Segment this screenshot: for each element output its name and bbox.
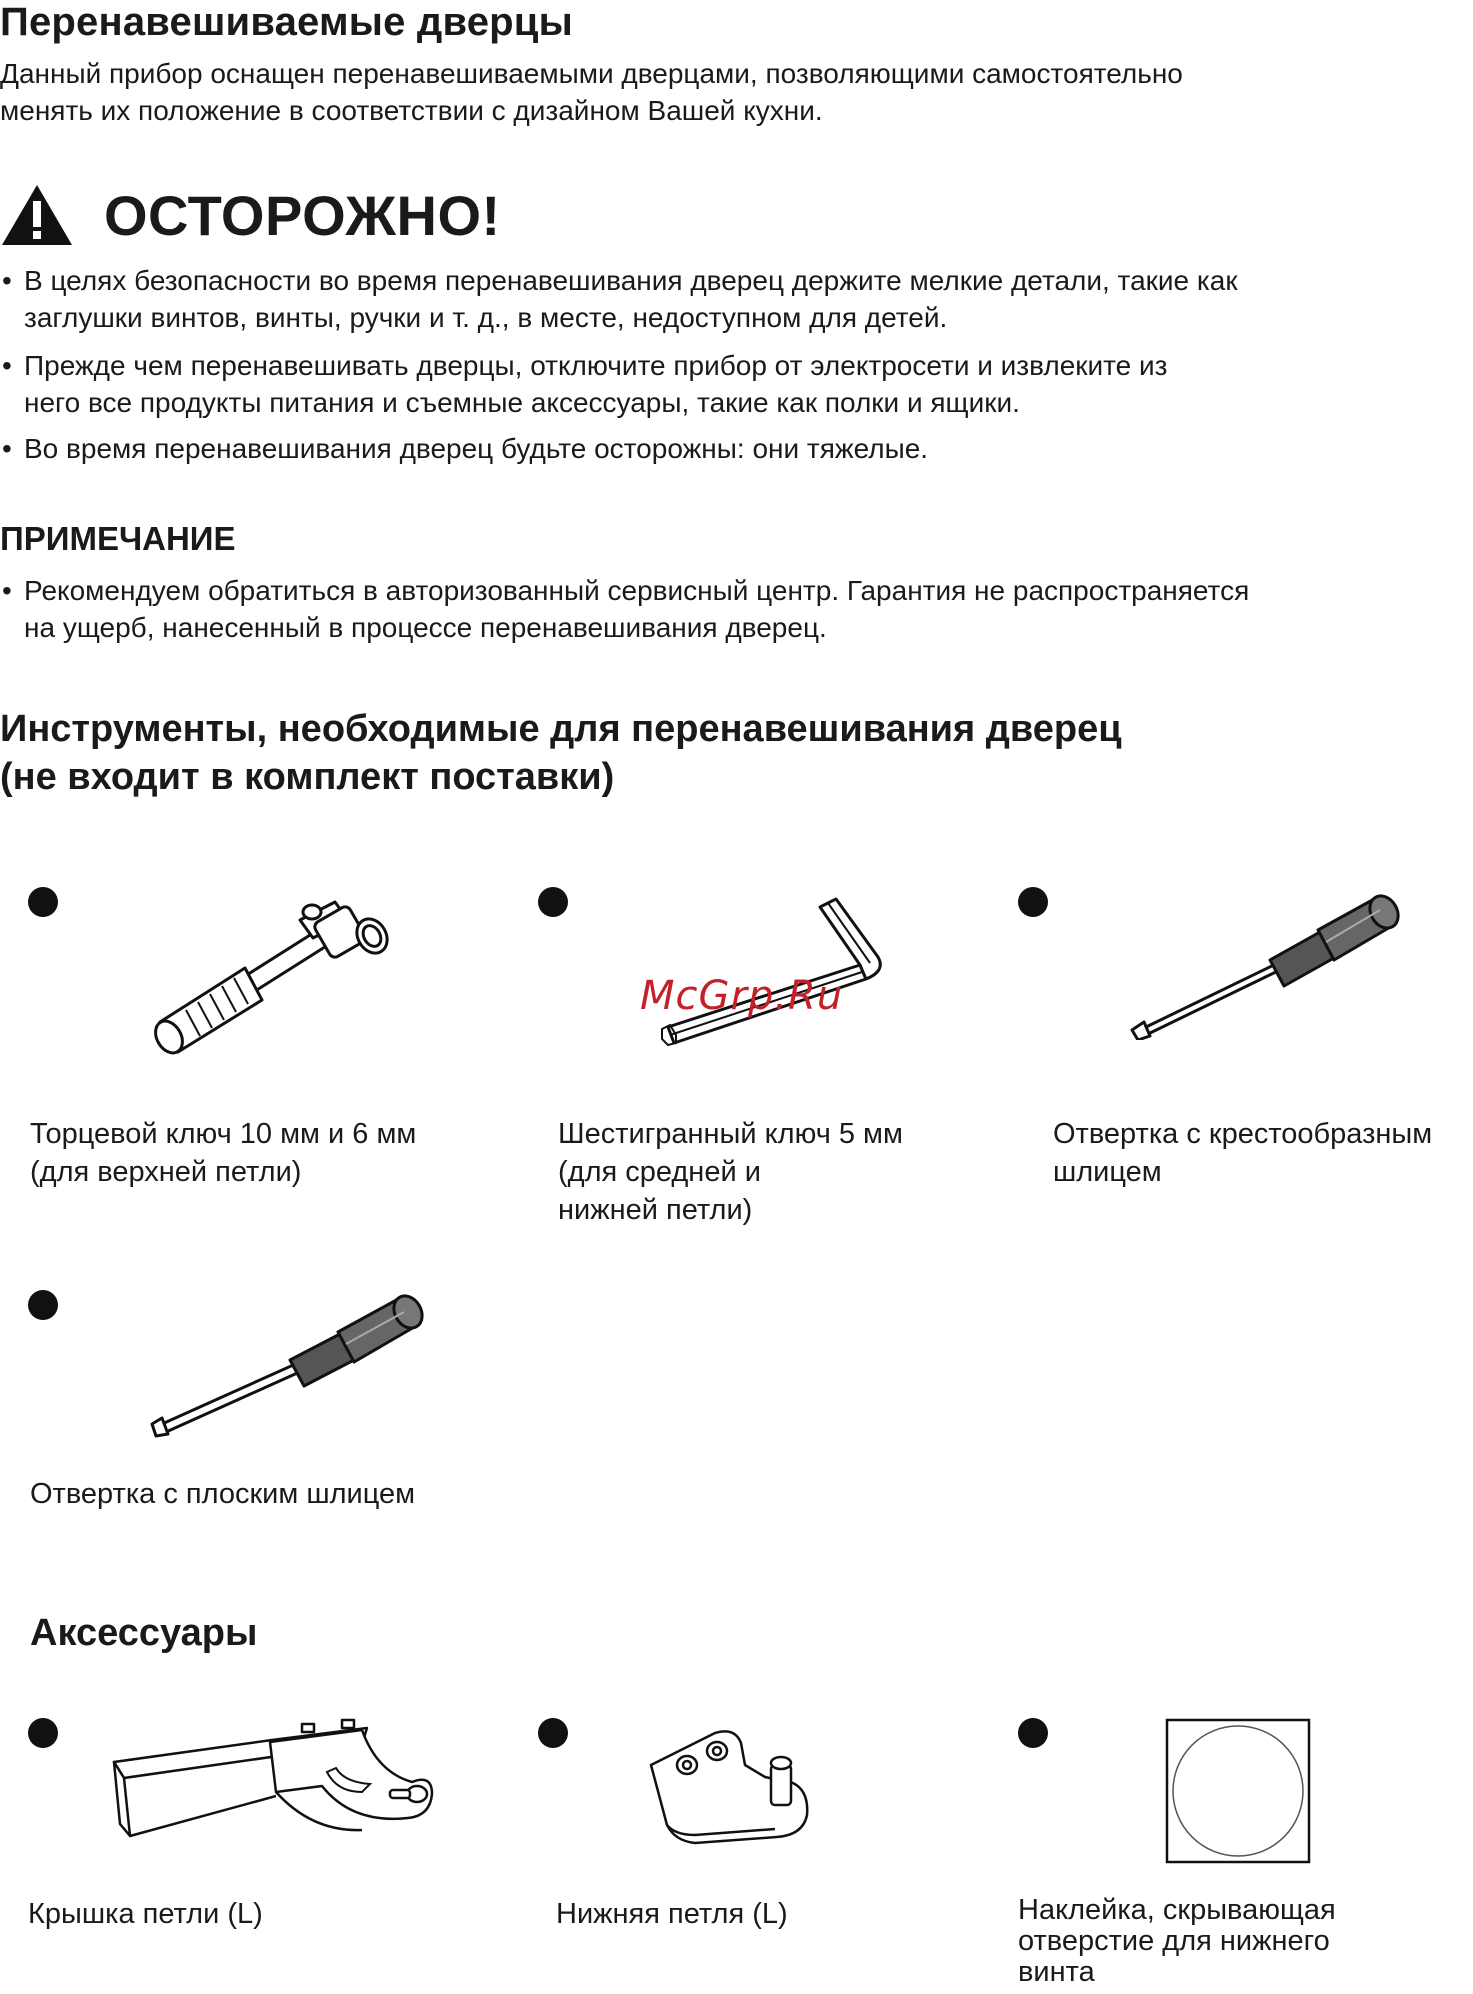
flat-screwdriver-icon <box>150 1290 435 1440</box>
intro-line-2: менять их положение в соответствии с дизайном Вашей кухни. <box>0 95 823 126</box>
caution-item-3 <box>0 430 928 467</box>
bullet: • <box>2 575 12 606</box>
caution-item-1 <box>0 262 1238 336</box>
tools-heading-line-2: (не входит в комплект поставки) <box>0 756 615 798</box>
tool-caption-1 <box>30 1115 416 1191</box>
bullet: • <box>2 265 12 296</box>
sticker-icon <box>1165 1718 1311 1864</box>
socket-wrench-icon <box>150 890 400 1060</box>
tools-heading-line-1: Инструменты, необходимые для перенавешивания дверец <box>0 708 1122 750</box>
caution-item-1-line-1: В целях безопасности во время перенавешивания дверец держите мелкие детали, такие как <box>24 265 1238 296</box>
caution-item-2 <box>0 347 1168 421</box>
intro-paragraph <box>0 55 1183 129</box>
page-title: Перенавешиваемые дверцы <box>0 0 573 44</box>
caution-item-1-line-2: заглушки винтов, винты, ручки и т. д., в месте, недоступном для детей. <box>24 302 948 333</box>
watermark: McGrp.Ru <box>640 973 844 1019</box>
intro-line-1: Данный прибор оснащен перенавешиваемыми дверцами, позволяющими самостоятельно <box>0 58 1183 89</box>
accessory-caption-3 <box>1018 1895 1336 1988</box>
tool-caption-1-line-1: Торцевой ключ 10 мм и 6 мм <box>30 1118 417 1150</box>
item-marker <box>28 1718 58 1748</box>
accessory-caption-3-line-1: Наклейка, скрывающая <box>1018 1894 1336 1926</box>
caution-heading: ОСТОРОЖНО! <box>104 183 501 247</box>
tool-caption-3 <box>1053 1115 1432 1191</box>
tool-caption-1-line-2: (для верхней петли) <box>30 1156 302 1188</box>
item-marker <box>1018 887 1048 917</box>
hinge-cover-icon <box>112 1712 437 1852</box>
accessories-heading: Аксессуары <box>30 1612 258 1654</box>
note-item <box>0 572 1249 646</box>
caution-item-2-line-2: него все продукты питания и съемные аксессуары, такие как полки и ящики. <box>24 387 1020 418</box>
caution-heading-row <box>0 180 501 250</box>
tool-caption-2-line-2: (для средней и <box>558 1156 761 1188</box>
item-marker <box>538 1718 568 1748</box>
accessory-caption-2 <box>556 1895 788 1933</box>
tool-caption-3-line-1: Отвертка с крестообразным <box>1053 1118 1433 1150</box>
tools-heading <box>0 705 1122 801</box>
note-line-1: Рекомендуем обратиться в авторизованный сервисный центр. Гарантия не распространяется <box>24 575 1250 606</box>
phillips-screwdriver-icon <box>1130 890 1410 1040</box>
item-marker <box>1018 1718 1048 1748</box>
bullet: • <box>2 350 12 381</box>
accessory-caption-2-line-1: Нижняя петля (L) <box>556 1898 788 1930</box>
warning-triangle-icon <box>0 183 74 247</box>
tool-caption-2-line-3: нижней петли) <box>558 1194 753 1226</box>
item-marker <box>538 887 568 917</box>
accessory-caption-1-line-1: Крышка петли (L) <box>28 1898 263 1930</box>
note-line-2: на ущерб, нанесенный в процессе перенавешивания дверец. <box>24 612 827 643</box>
lower-hinge-icon <box>645 1725 820 1855</box>
tool-caption-2-line-1: Шестигранный ключ 5 мм <box>558 1118 903 1150</box>
tool-caption-3-line-2: шлицем <box>1053 1156 1162 1188</box>
caution-item-3-line-1: Во время перенавешивания дверец будьте осторожны: они тяжелые. <box>24 433 929 464</box>
accessory-caption-1 <box>28 1895 263 1933</box>
note-heading: ПРИМЕЧАНИЕ <box>0 520 236 557</box>
accessory-caption-3-line-2: отверстие для нижнего <box>1018 1925 1330 1957</box>
accessory-caption-3-line-3: винта <box>1018 1956 1095 1988</box>
item-marker <box>28 1290 58 1320</box>
item-marker <box>28 887 58 917</box>
tool-caption-4 <box>30 1475 415 1513</box>
bullet: • <box>2 433 12 464</box>
tool-caption-4-line-1: Отвертка с плоским шлицем <box>30 1478 416 1510</box>
tool-caption-2 <box>558 1115 903 1229</box>
caution-item-2-line-1: Прежде чем перенавешивать дверцы, отключите прибор от электросети и извлеките из <box>24 350 1168 381</box>
